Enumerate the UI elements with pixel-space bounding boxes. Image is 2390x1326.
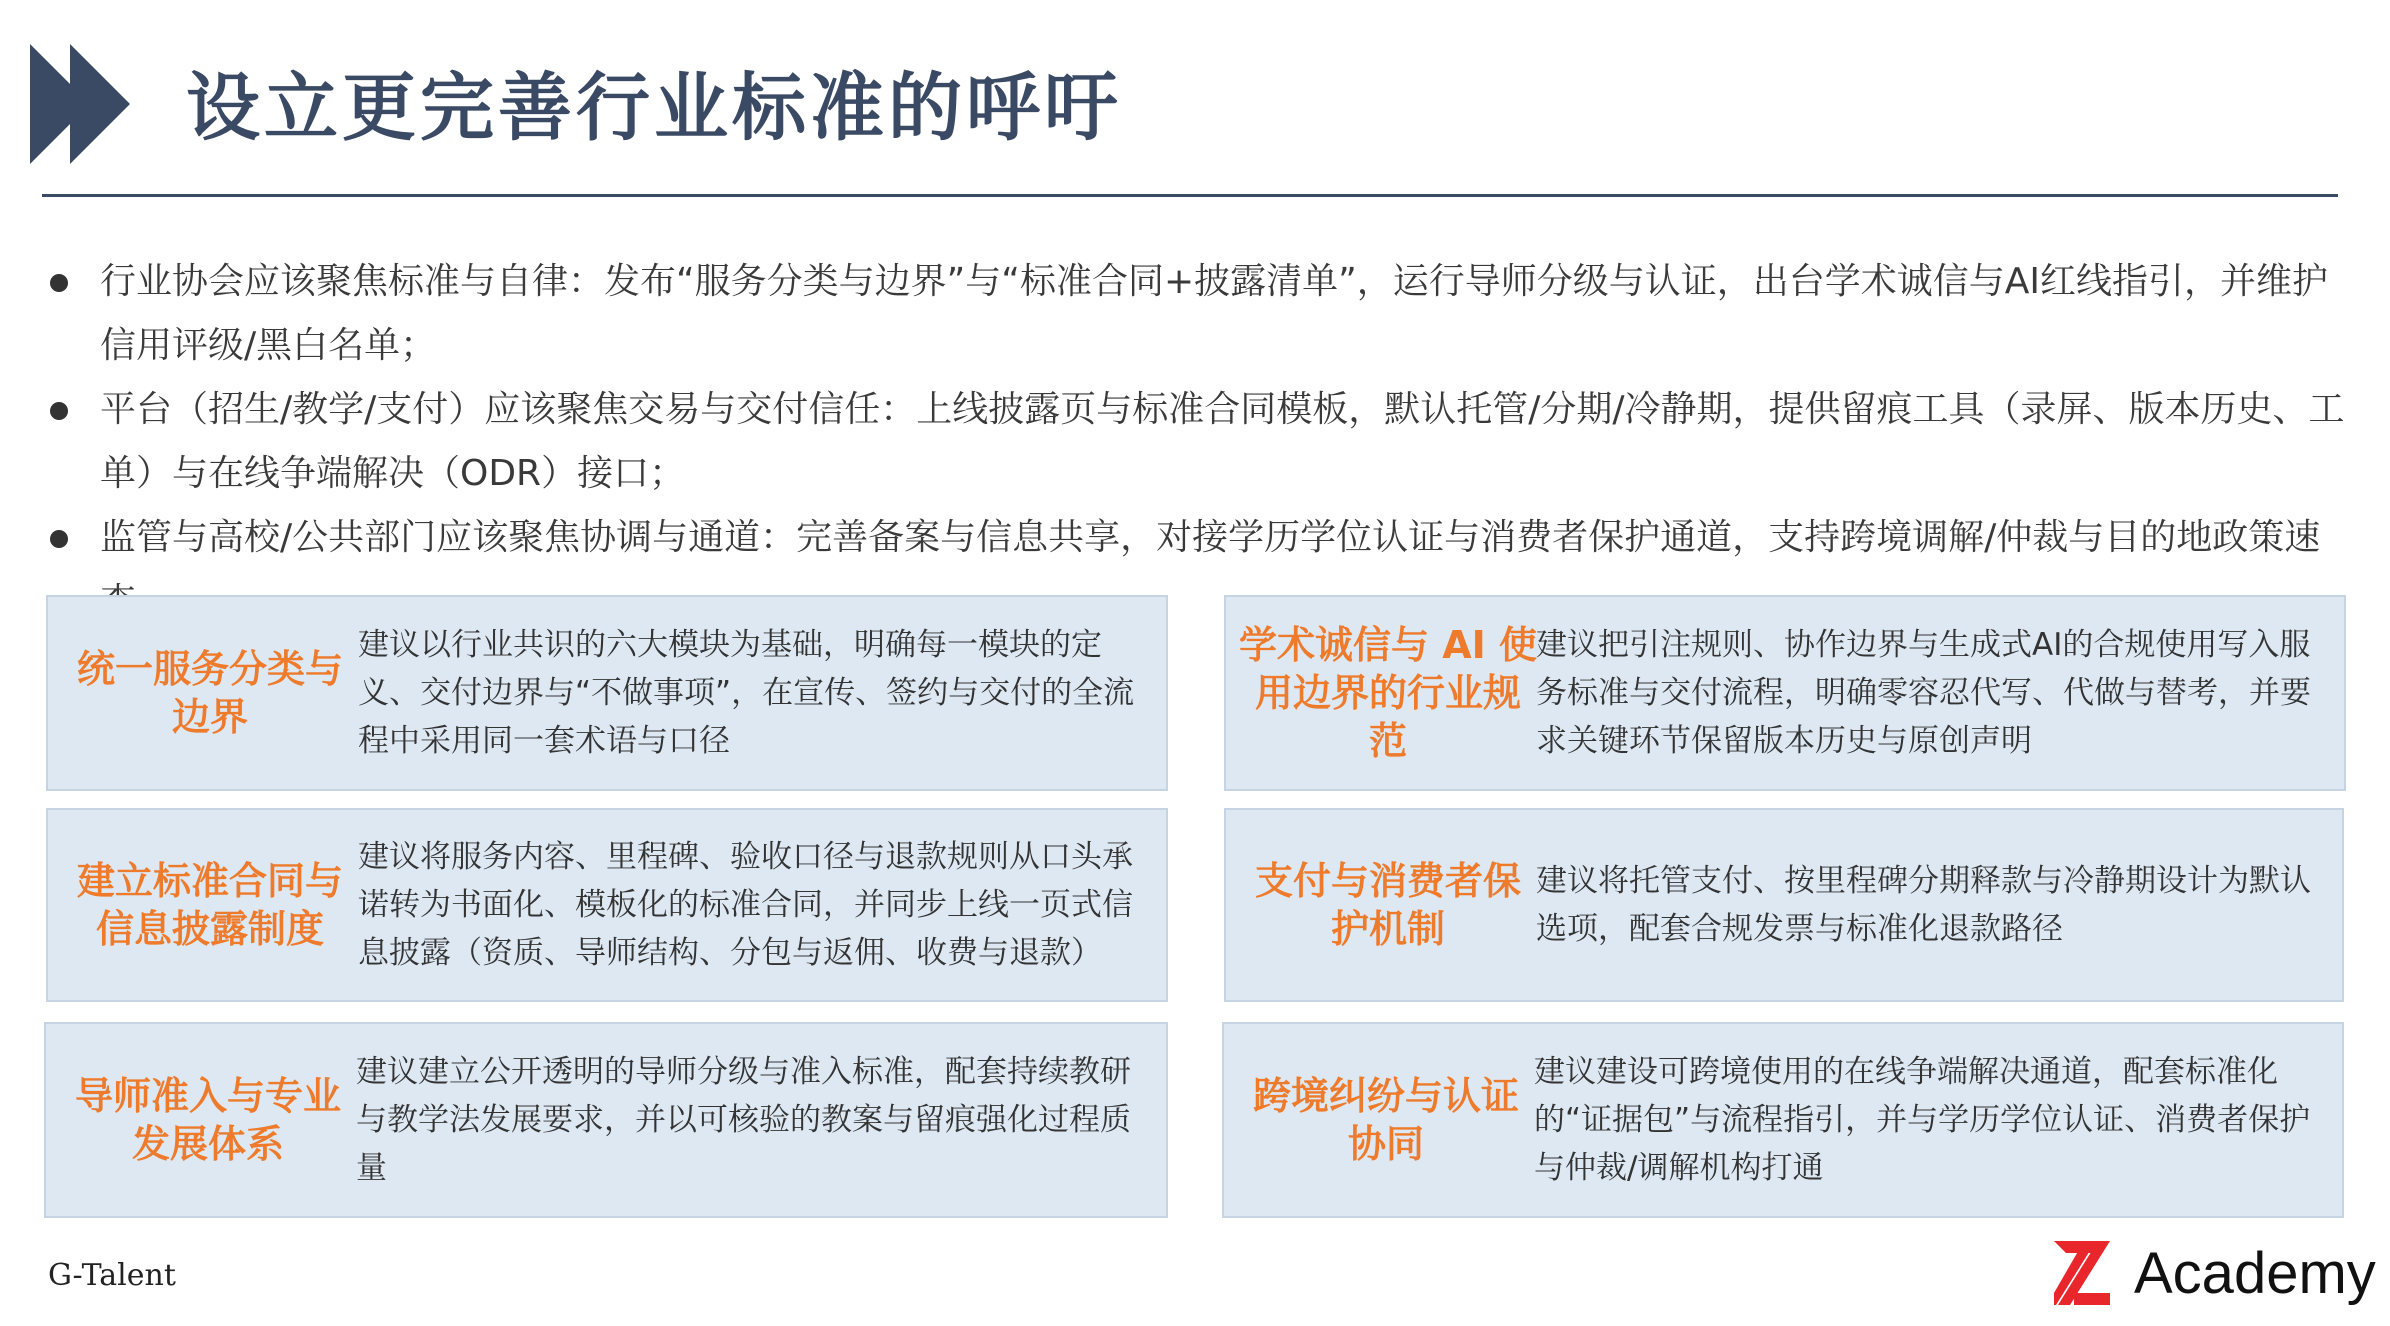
bullet-dot-icon (50, 274, 68, 292)
card-title: 导师准入与专业发展体系 (74, 1074, 341, 1166)
card-title: 统一服务分类与边界 (76, 647, 343, 739)
bullet-text: 行业协会应该聚焦标准与自律：发布“服务分类与边界”与“标准合同+披露清单”，运行导师分级与认证，出台学术诚信与AI红线指引，并维护信用评级/黑白名单； (100, 261, 2329, 366)
card-title: 学术诚信与 AI 使用边界的行业规范 (1238, 623, 1537, 763)
card-academic-integrity (1224, 595, 2346, 791)
bullet-list (42, 250, 2352, 634)
brand-logo-right (2054, 1238, 2376, 1308)
card-payment-protection (1224, 808, 2344, 1002)
list-item (42, 250, 2352, 378)
card-text: 建议以行业共识的六大模块为基础，明确每一模块的定义、交付边界与“不做事项”，在宣传、签约与交付的全流程中采用同一套术语与口径 (358, 627, 1135, 759)
title-divider (42, 194, 2338, 197)
card-cross-border (1222, 1022, 2344, 1218)
card-text: 建议将托管支付、按里程碑分期释款与冷静期设计为默认选项，配套合规发票与标准化退款路径 (1536, 863, 2311, 947)
list-item (42, 378, 2352, 506)
card-title: 跨境纠纷与认证协同 (1252, 1074, 1519, 1166)
card-text: 建议将服务内容、里程碑、验收口径与退款规则从口头承诺转为书面化、模板化的标准合同，并同步上线一页式信息披露（资质、导师结构、分包与返佣、收费与退款） (358, 839, 1133, 971)
card-text: 建议把引注规则、协作边界与生成式AI的合规使用写入服务标准与交付流程，明确零容忍代写、代做与替考，并要求关键环节保留版本历史与原创声明 (1536, 627, 2311, 759)
bullet-dot-icon (50, 530, 68, 548)
card-text: 建议建立公开透明的导师分级与准入标准，配套持续教研与教学法发展要求，并以可核验的教案与留痕强化过程质量 (356, 1054, 1131, 1186)
double-arrow-icon (30, 44, 170, 164)
academy-logo-mark-icon (2054, 1241, 2124, 1305)
bullet-text: 平台（招生/教学/支付）应该聚焦交易与交付信任：上线披露页与标准合同模板，默认托管/分期/冷静期，提供留痕工具（录屏、版本历史、工单）与在线争端解决（ODR）接口； (100, 389, 2345, 494)
card-standard-contract (46, 808, 1168, 1002)
brand-name: Academy (2134, 1240, 2376, 1306)
card-text: 建议建设可跨境使用的在线争端解决通道，配套标准化的“证据包”与流程指引，并与学历学位认证、消费者保护与仲裁/调解机构打通 (1534, 1054, 2311, 1186)
page-title: 设立更完善行业标准的呼吁 (186, 65, 1122, 151)
bullet-text: 监管与高校/公共部门应该聚焦协调与通道：完善备案与信息共享，对接学历学位认证与消费者保护通道，支持跨境调解/仲裁与目的地政策速 (100, 517, 2321, 558)
brand-logo-left: G-Talent (48, 1258, 176, 1293)
card-title: 支付与消费者保护机制 (1254, 859, 1521, 951)
card-title: 建立标准合同与信息披露制度 (76, 859, 343, 951)
card-tutor-admission (44, 1022, 1168, 1218)
bullet-dot-icon (50, 402, 68, 420)
card-service-classification (46, 595, 1168, 791)
